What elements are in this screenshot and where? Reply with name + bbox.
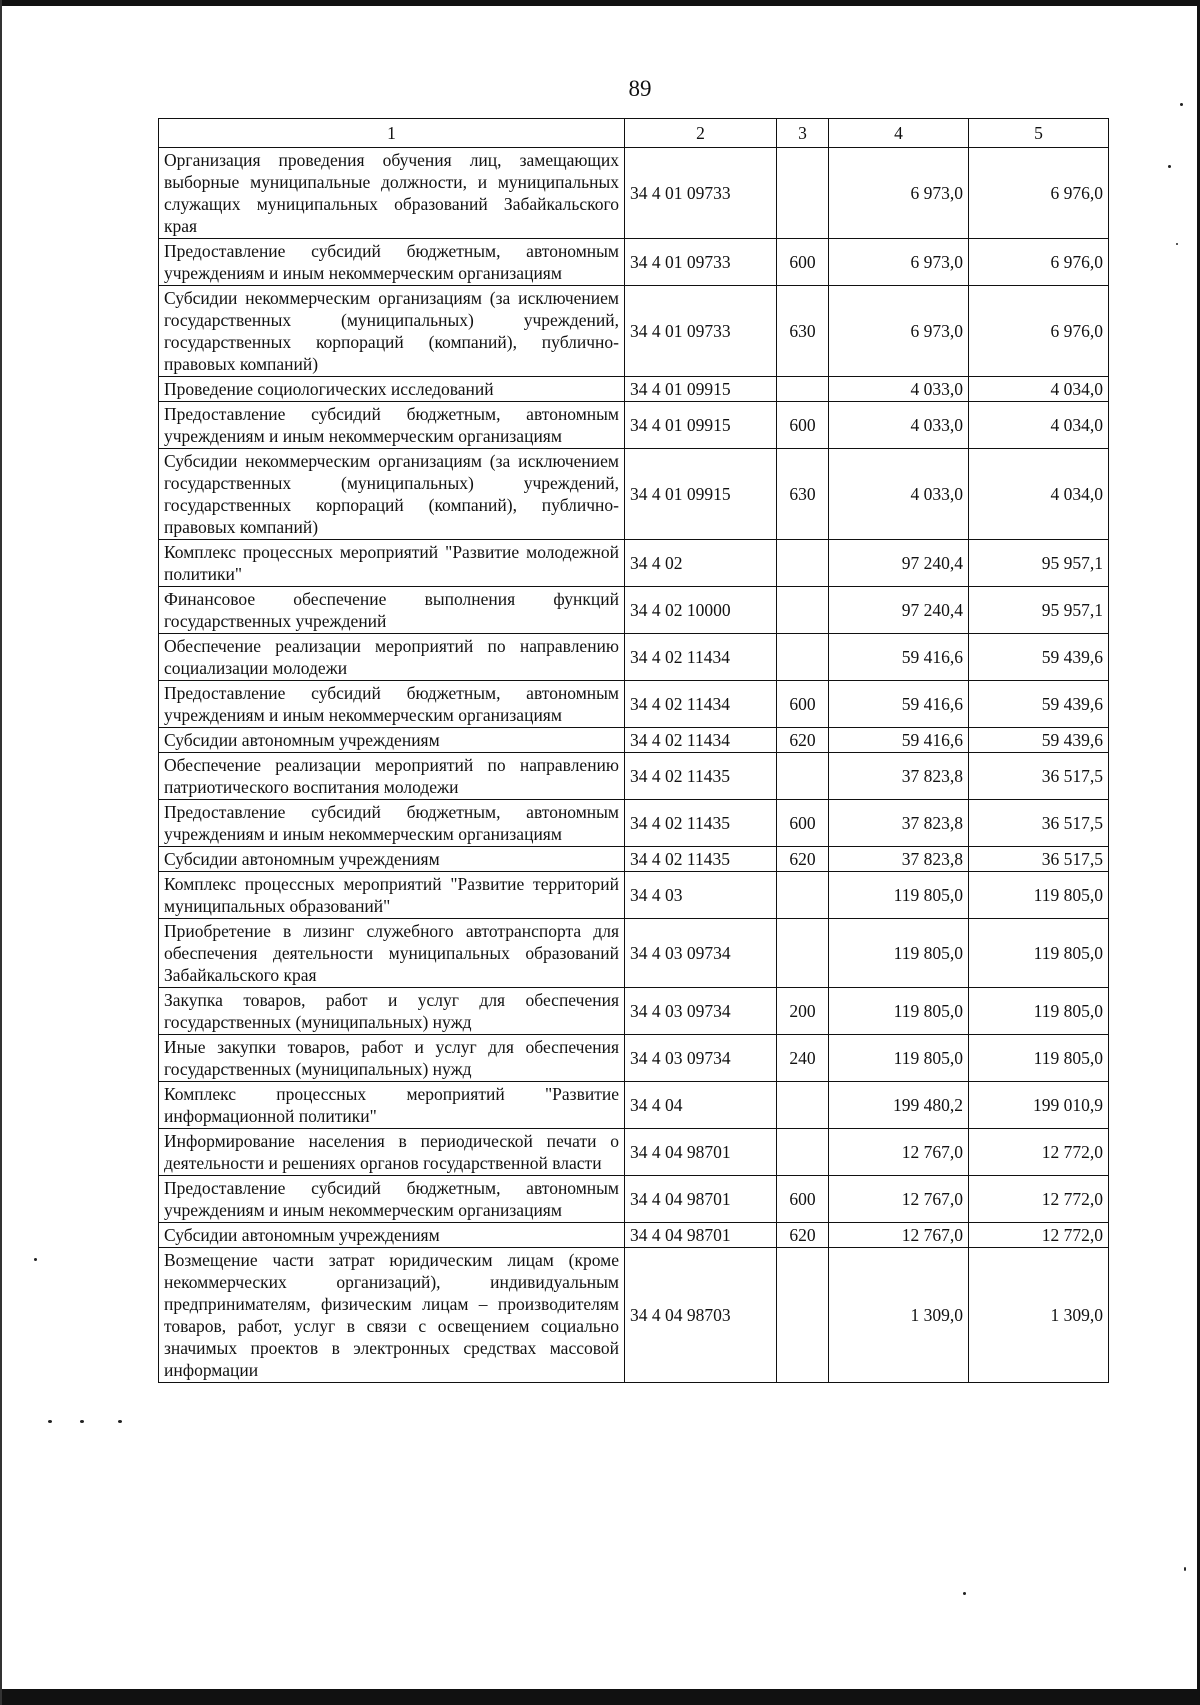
scan-border-top (0, 0, 1200, 6)
row-code-cell: 34 4 01 09915 (625, 449, 777, 540)
row-code-cell: 34 4 02 11435 (625, 753, 777, 800)
row-amount-year2-cell: 199 010,9 (969, 1082, 1109, 1129)
row-amount-year2-cell: 6 976,0 (969, 286, 1109, 377)
row-expense-type-cell (777, 148, 829, 239)
row-amount-year2-cell: 119 805,0 (969, 872, 1109, 919)
row-amount-year2-cell: 119 805,0 (969, 919, 1109, 988)
row-amount-year2-cell: 59 439,6 (969, 681, 1109, 728)
row-amount-year1-cell: 12 767,0 (829, 1129, 969, 1176)
column-header: 4 (829, 119, 969, 148)
row-amount-year2-cell: 1 309,0 (969, 1248, 1109, 1383)
row-expense-type-cell: 600 (777, 681, 829, 728)
table-row (159, 988, 1109, 1035)
column-header: 2 (625, 119, 777, 148)
row-code-cell: 34 4 02 (625, 540, 777, 587)
row-code-cell: 34 4 02 11435 (625, 847, 777, 872)
row-name-cell: Проведение социологических исследований (159, 377, 625, 402)
row-amount-year2-cell: 4 034,0 (969, 377, 1109, 402)
scan-border-left (0, 0, 2, 1705)
table-row (159, 1035, 1109, 1082)
scan-speck (1184, 1567, 1186, 1571)
row-code-cell: 34 4 04 98701 (625, 1129, 777, 1176)
scan-speck (118, 1420, 122, 1423)
row-expense-type-cell: 630 (777, 449, 829, 540)
row-amount-year1-cell: 59 416,6 (829, 681, 969, 728)
table-row (159, 148, 1109, 239)
row-amount-year1-cell: 6 973,0 (829, 286, 969, 377)
row-code-cell: 34 4 02 11434 (625, 634, 777, 681)
page-number: 89 (628, 76, 652, 101)
row-name-cell: Информирование населения в периодической печати о деятельности и решениях органов государственной власти (159, 1129, 625, 1176)
row-amount-year1-cell: 119 805,0 (829, 919, 969, 988)
row-code-cell: 34 4 01 09915 (625, 377, 777, 402)
row-amount-year2-cell: 6 976,0 (969, 148, 1109, 239)
row-amount-year1-cell: 37 823,8 (829, 847, 969, 872)
scan-speck (48, 1420, 52, 1423)
row-amount-year2-cell: 12 772,0 (969, 1129, 1109, 1176)
table-row (159, 1129, 1109, 1176)
table-row (159, 919, 1109, 988)
column-header: 1 (159, 119, 625, 148)
row-amount-year1-cell: 119 805,0 (829, 1035, 969, 1082)
table-row (159, 634, 1109, 681)
row-amount-year2-cell: 6 976,0 (969, 239, 1109, 286)
row-name-cell: Субсидии некоммерческим организациям (за исключением государственных (муниципальных) учреждений, государственных корпораций (компаний), публично-правовых компаний) (159, 286, 625, 377)
row-expense-type-cell (777, 540, 829, 587)
column-header: 5 (969, 119, 1109, 148)
row-expense-type-cell (777, 872, 829, 919)
scan-border-bottom (0, 1689, 1200, 1705)
row-name-cell: Субсидии автономным учреждениям (159, 728, 625, 753)
table-row (159, 587, 1109, 634)
table-row (159, 377, 1109, 402)
table-row (159, 800, 1109, 847)
row-amount-year1-cell: 1 309,0 (829, 1248, 969, 1383)
table-row (159, 449, 1109, 540)
row-code-cell: 34 4 02 11435 (625, 800, 777, 847)
row-code-cell: 34 4 04 98701 (625, 1223, 777, 1248)
row-expense-type-cell (777, 377, 829, 402)
table-row (159, 286, 1109, 377)
row-amount-year2-cell: 36 517,5 (969, 800, 1109, 847)
row-code-cell: 34 4 03 09734 (625, 988, 777, 1035)
row-code-cell: 34 4 02 10000 (625, 587, 777, 634)
row-expense-type-cell (777, 1082, 829, 1129)
row-amount-year2-cell: 4 034,0 (969, 402, 1109, 449)
row-name-cell: Возмещение части затрат юридическим лицам (кроме некоммерческих организаций), индивидуальным предпринимателям, физическим лицам – производителям товаров, работ, услуг в связи с освещением социально значимых проектов в электронных средствах массовой информации (159, 1248, 625, 1383)
row-code-cell: 34 4 03 (625, 872, 777, 919)
row-amount-year1-cell: 37 823,8 (829, 800, 969, 847)
row-name-cell: Предоставление субсидий бюджетным, автономным учреждениям и иным некоммерческим организациям (159, 681, 625, 728)
row-amount-year2-cell: 36 517,5 (969, 753, 1109, 800)
table-row (159, 872, 1109, 919)
row-name-cell: Субсидии автономным учреждениям (159, 847, 625, 872)
table-header-row (159, 119, 1109, 148)
scan-speck (1180, 103, 1183, 106)
row-expense-type-cell: 600 (777, 402, 829, 449)
row-name-cell: Обеспечение реализации мероприятий по направлению патриотического воспитания молодежи (159, 753, 625, 800)
row-name-cell: Организация проведения обучения лиц, замещающих выборные муниципальные должности, и муниципальных служащих муниципальных образований Забайкальского края (159, 148, 625, 239)
row-amount-year2-cell: 59 439,6 (969, 728, 1109, 753)
row-expense-type-cell: 600 (777, 239, 829, 286)
table-body (159, 148, 1109, 1383)
table-row (159, 402, 1109, 449)
table-row (159, 753, 1109, 800)
table-row (159, 1223, 1109, 1248)
row-amount-year2-cell: 36 517,5 (969, 847, 1109, 872)
row-name-cell: Закупка товаров, работ и услуг для обеспечения государственных (муниципальных) нужд (159, 988, 625, 1035)
row-code-cell: 34 4 01 09915 (625, 402, 777, 449)
row-code-cell: 34 4 04 (625, 1082, 777, 1129)
row-name-cell: Комплекс процессных мероприятий "Развитие информационной политики" (159, 1082, 625, 1129)
scan-speck (34, 1258, 37, 1261)
row-code-cell: 34 4 04 98701 (625, 1176, 777, 1223)
row-code-cell: 34 4 02 11434 (625, 728, 777, 753)
row-expense-type-cell (777, 919, 829, 988)
row-name-cell: Иные закупки товаров, работ и услуг для обеспечения государственных (муниципальных) нужд (159, 1035, 625, 1082)
row-amount-year1-cell: 4 033,0 (829, 377, 969, 402)
row-amount-year1-cell: 6 973,0 (829, 239, 969, 286)
row-name-cell: Финансовое обеспечение выполнения функций государственных учреждений (159, 587, 625, 634)
row-amount-year2-cell: 12 772,0 (969, 1176, 1109, 1223)
table-row (159, 1176, 1109, 1223)
row-expense-type-cell: 240 (777, 1035, 829, 1082)
row-amount-year2-cell: 95 957,1 (969, 587, 1109, 634)
row-amount-year1-cell: 37 823,8 (829, 753, 969, 800)
row-expense-type-cell: 600 (777, 1176, 829, 1223)
row-expense-type-cell (777, 1248, 829, 1383)
row-amount-year1-cell: 119 805,0 (829, 988, 969, 1035)
row-name-cell: Предоставление субсидий бюджетным, автономным учреждениям и иным некоммерческим организациям (159, 402, 625, 449)
row-amount-year1-cell: 6 973,0 (829, 148, 969, 239)
row-name-cell: Комплекс процессных мероприятий "Развитие молодежной политики" (159, 540, 625, 587)
row-expense-type-cell: 630 (777, 286, 829, 377)
row-amount-year2-cell: 59 439,6 (969, 634, 1109, 681)
row-code-cell: 34 4 02 11434 (625, 681, 777, 728)
row-amount-year1-cell: 59 416,6 (829, 728, 969, 753)
row-expense-type-cell: 620 (777, 1223, 829, 1248)
table-row (159, 1248, 1109, 1383)
row-expense-type-cell: 200 (777, 988, 829, 1035)
scan-speck (1168, 165, 1171, 168)
row-amount-year2-cell: 12 772,0 (969, 1223, 1109, 1248)
row-expense-type-cell (777, 634, 829, 681)
row-name-cell: Предоставление субсидий бюджетным, автономным учреждениям и иным некоммерческим организациям (159, 239, 625, 286)
table-row (159, 239, 1109, 286)
row-amount-year2-cell: 4 034,0 (969, 449, 1109, 540)
row-amount-year1-cell: 12 767,0 (829, 1176, 969, 1223)
row-code-cell: 34 4 01 09733 (625, 286, 777, 377)
row-amount-year1-cell: 199 480,2 (829, 1082, 969, 1129)
row-code-cell: 34 4 01 09733 (625, 148, 777, 239)
row-amount-year1-cell: 59 416,6 (829, 634, 969, 681)
row-amount-year1-cell: 97 240,4 (829, 587, 969, 634)
row-expense-type-cell (777, 587, 829, 634)
row-name-cell: Предоставление субсидий бюджетным, автономным учреждениям и иным некоммерческим организациям (159, 800, 625, 847)
row-expense-type-cell (777, 753, 829, 800)
row-code-cell: 34 4 03 09734 (625, 1035, 777, 1082)
row-amount-year2-cell: 119 805,0 (969, 1035, 1109, 1082)
scan-speck (80, 1420, 84, 1423)
budget-table (158, 118, 1109, 1383)
row-amount-year2-cell: 95 957,1 (969, 540, 1109, 587)
row-amount-year1-cell: 4 033,0 (829, 449, 969, 540)
row-amount-year2-cell: 119 805,0 (969, 988, 1109, 1035)
row-expense-type-cell: 620 (777, 847, 829, 872)
row-expense-type-cell: 620 (777, 728, 829, 753)
row-name-cell: Приобретение в лизинг служебного автотранспорта для обеспечения деятельности муниципальных образований Забайкальского края (159, 919, 625, 988)
row-amount-year1-cell: 97 240,4 (829, 540, 969, 587)
row-amount-year1-cell: 119 805,0 (829, 872, 969, 919)
row-code-cell: 34 4 01 09733 (625, 239, 777, 286)
table-row (159, 681, 1109, 728)
row-name-cell: Субсидии некоммерческим организациям (за исключением государственных (муниципальных) учреждений, государственных корпораций (компаний), публично-правовых компаний) (159, 449, 625, 540)
row-code-cell: 34 4 03 09734 (625, 919, 777, 988)
table-row (159, 847, 1109, 872)
row-expense-type-cell (777, 1129, 829, 1176)
scan-speck (963, 1592, 966, 1595)
scan-speck (1176, 243, 1178, 245)
row-name-cell: Комплекс процессных мероприятий "Развитие территорий муниципальных образований" (159, 872, 625, 919)
row-name-cell: Субсидии автономным учреждениям (159, 1223, 625, 1248)
row-name-cell: Обеспечение реализации мероприятий по направлению социализации молодежи (159, 634, 625, 681)
table-row (159, 728, 1109, 753)
table-row (159, 540, 1109, 587)
column-header: 3 (777, 119, 829, 148)
row-expense-type-cell: 600 (777, 800, 829, 847)
table-row (159, 1082, 1109, 1129)
row-amount-year1-cell: 12 767,0 (829, 1223, 969, 1248)
row-name-cell: Предоставление субсидий бюджетным, автономным учреждениям и иным некоммерческим организациям (159, 1176, 625, 1223)
row-code-cell: 34 4 04 98703 (625, 1248, 777, 1383)
row-amount-year1-cell: 4 033,0 (829, 402, 969, 449)
